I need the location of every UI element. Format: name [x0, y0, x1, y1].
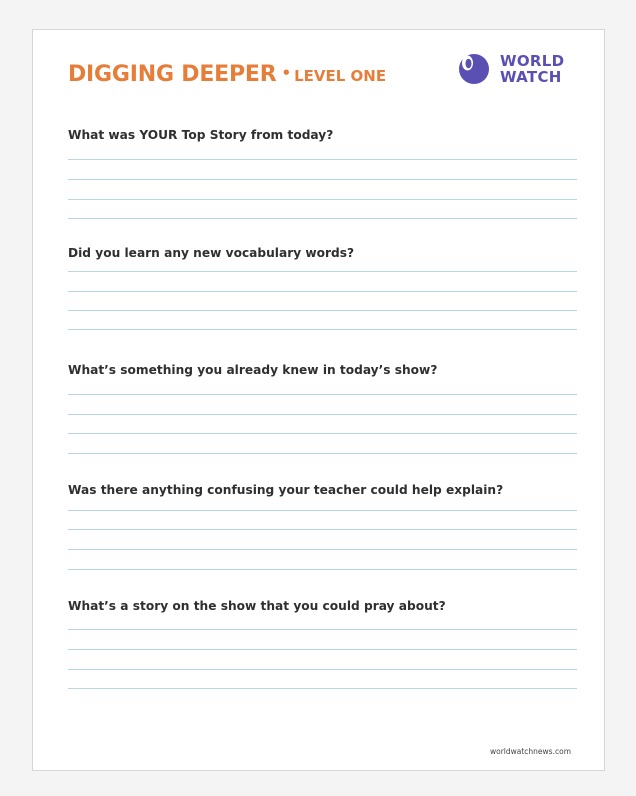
answer-line[interactable] [68, 394, 577, 395]
answer-line[interactable] [68, 669, 577, 670]
answer-line[interactable] [68, 649, 577, 650]
answer-line[interactable] [68, 549, 577, 550]
answer-line[interactable] [68, 433, 577, 434]
worksheet-page [32, 29, 605, 771]
title-separator: • [281, 64, 292, 82]
answer-line[interactable] [68, 629, 577, 630]
answer-line[interactable] [68, 310, 577, 311]
answer-line[interactable] [68, 688, 577, 689]
question-4: Was there anything confusing your teacher could help explain? [68, 483, 504, 497]
logo-wordmark [500, 53, 564, 85]
answer-line[interactable] [68, 453, 577, 454]
question-3: What’s something you already knew in today’s show? [68, 363, 438, 377]
question-1: What was YOUR Top Story from today? [68, 128, 334, 142]
worksheet-title [68, 54, 386, 86]
answer-line[interactable] [68, 271, 577, 272]
logo-line-1: WORLD [500, 52, 565, 70]
footer-url: worldwatchnews.com [489, 747, 571, 756]
answer-line[interactable] [68, 510, 577, 511]
worldwatch-logo [454, 51, 579, 89]
question-2: Did you learn any new vocabulary words? [68, 246, 355, 260]
answer-line[interactable] [68, 159, 577, 160]
logo-line-2: WATCH [500, 68, 562, 86]
title-main: DIGGING DEEPER [68, 62, 277, 87]
answer-line[interactable] [68, 529, 577, 530]
answer-line[interactable] [68, 569, 577, 570]
title-level: LEVEL ONE [294, 67, 387, 85]
worldwatch-logo-icon [454, 51, 494, 87]
answer-line[interactable] [68, 179, 577, 180]
answer-line[interactable] [68, 291, 577, 292]
answer-line[interactable] [68, 414, 577, 415]
question-5: What’s a story on the show that you could pray about? [68, 599, 446, 613]
answer-line[interactable] [68, 199, 577, 200]
answer-line[interactable] [68, 218, 577, 219]
answer-line[interactable] [68, 329, 577, 330]
